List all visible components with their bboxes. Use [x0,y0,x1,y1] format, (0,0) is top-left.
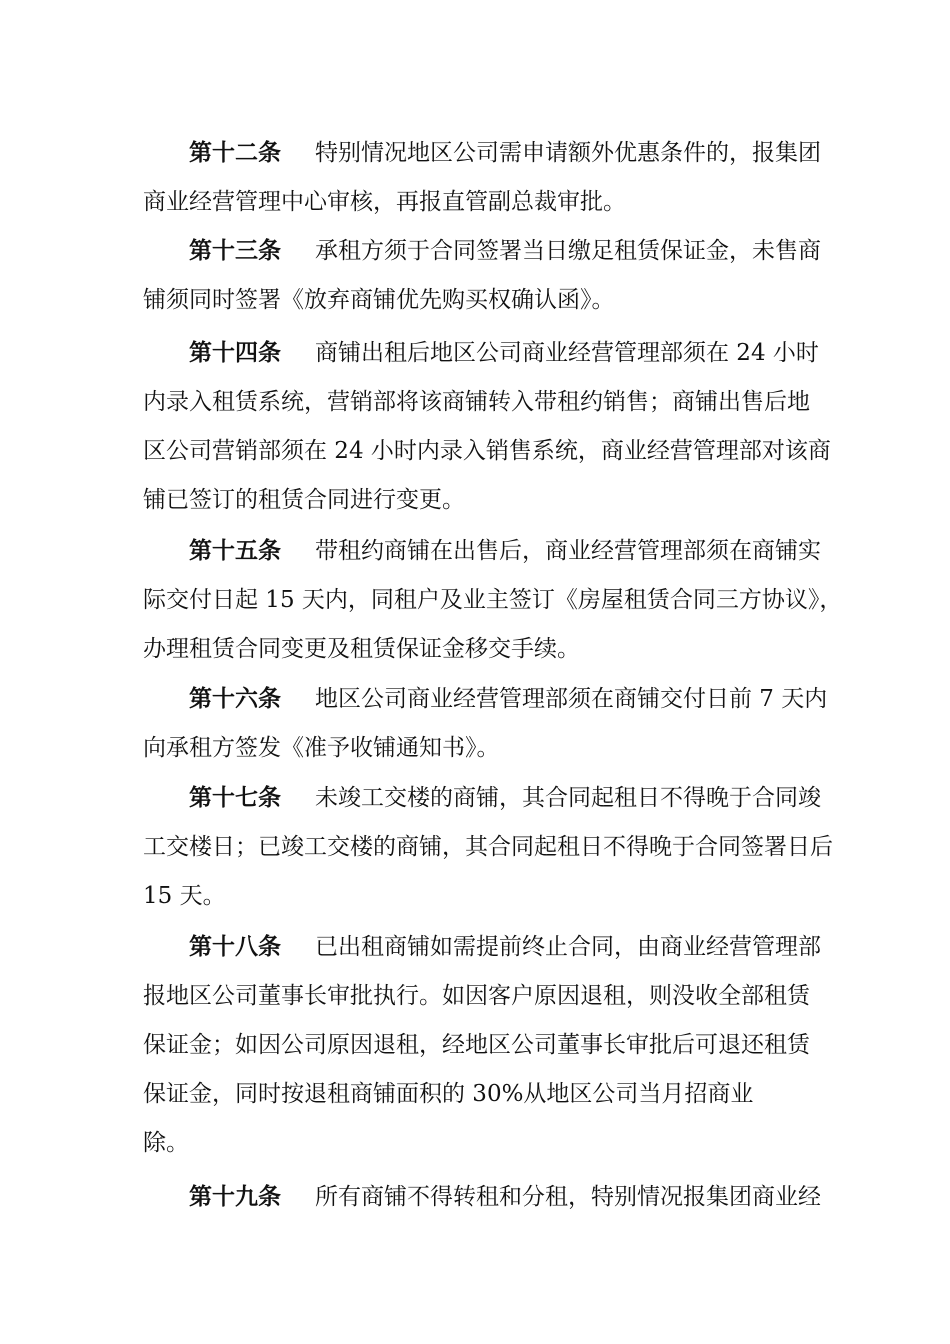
article-14-line-4: 铺已签订的租赁合同进行变更。 [143,487,465,513]
article-17-line-2: 工交楼日；已竣工交楼的商铺，其合同起租日不得晚于合同签署日后 [143,834,833,860]
article-16-line-2: 向承租方签发《准予收铺通知书》。 [143,735,500,761]
article-12-number: 第十二条 [189,139,281,166]
article-14-line-3: 区公司营销部须在 24 小时内录入销售系统，商业经营管理部对该商 [143,438,831,464]
article-14-line-1: 第十四条 商铺出租后地区公司商业经营管理部须在 24 小时 [189,339,819,366]
article-15-line-2: 际交付日起 15 天内，同租户及业主签订《房屋租赁合同三方协议》， [143,587,843,613]
article-13-line-2: 铺须同时签署《放弃商铺优先购买权确认函》。 [143,287,615,313]
article-18-number: 第十八条 [189,933,281,960]
article-15-line-3: 办理租赁合同变更及租赁保证金移交手续。 [143,636,580,662]
article-19-line-1: 第十九条 所有商铺不得转租和分租，特别情况报集团商业经 [189,1183,821,1210]
article-19-number: 第十九条 [189,1183,281,1210]
article-16-line-1: 第十六条 地区公司商业经营管理部须在商铺交付日前 7 天内 [189,685,828,712]
article-18-line-5: 除。 [143,1130,189,1156]
article-17-line-3: 15 天。 [143,883,226,909]
article-18-line-2: 报地区公司董事长审批执行。如因客户原因退租，则没收全部租赁 [143,983,810,1009]
article-18-line-3: 保证金；如因公司原因退租，经地区公司董事长审批后可退还租赁 [143,1032,810,1058]
article-18-line-4: 保证金，同时按退租商铺面积的 30%从地区公司当月招商业 [143,1081,754,1107]
article-15-number: 第十五条 [189,537,281,564]
article-18-line-1: 第十八条 已出租商铺如需提前终止合同，由商业经营管理部 [189,933,821,960]
article-14-number: 第十四条 [189,339,281,366]
article-14-line-2: 内录入租赁系统，营销部将该商铺转入带租约销售；商铺出售后地 [143,389,810,415]
article-13-number: 第十三条 [189,237,281,264]
article-16-number: 第十六条 [189,685,281,712]
article-12-line-1: 第十二条 特别情况地区公司需申请额外优惠条件的，报集团 [189,139,821,166]
article-17-line-1: 第十七条 未竣工交楼的商铺，其合同起租日不得晚于合同竣 [189,784,821,811]
article-13-line-1: 第十三条 承租方须于合同签署当日缴足租赁保证金，未售商 [189,237,821,264]
article-12-line-2: 商业经营管理中心审核，再报直管副总裁审批。 [143,189,626,215]
article-17-number: 第十七条 [189,784,281,811]
article-15-line-1: 第十五条 带租约商铺在出售后，商业经营管理部须在商铺实 [189,537,821,564]
